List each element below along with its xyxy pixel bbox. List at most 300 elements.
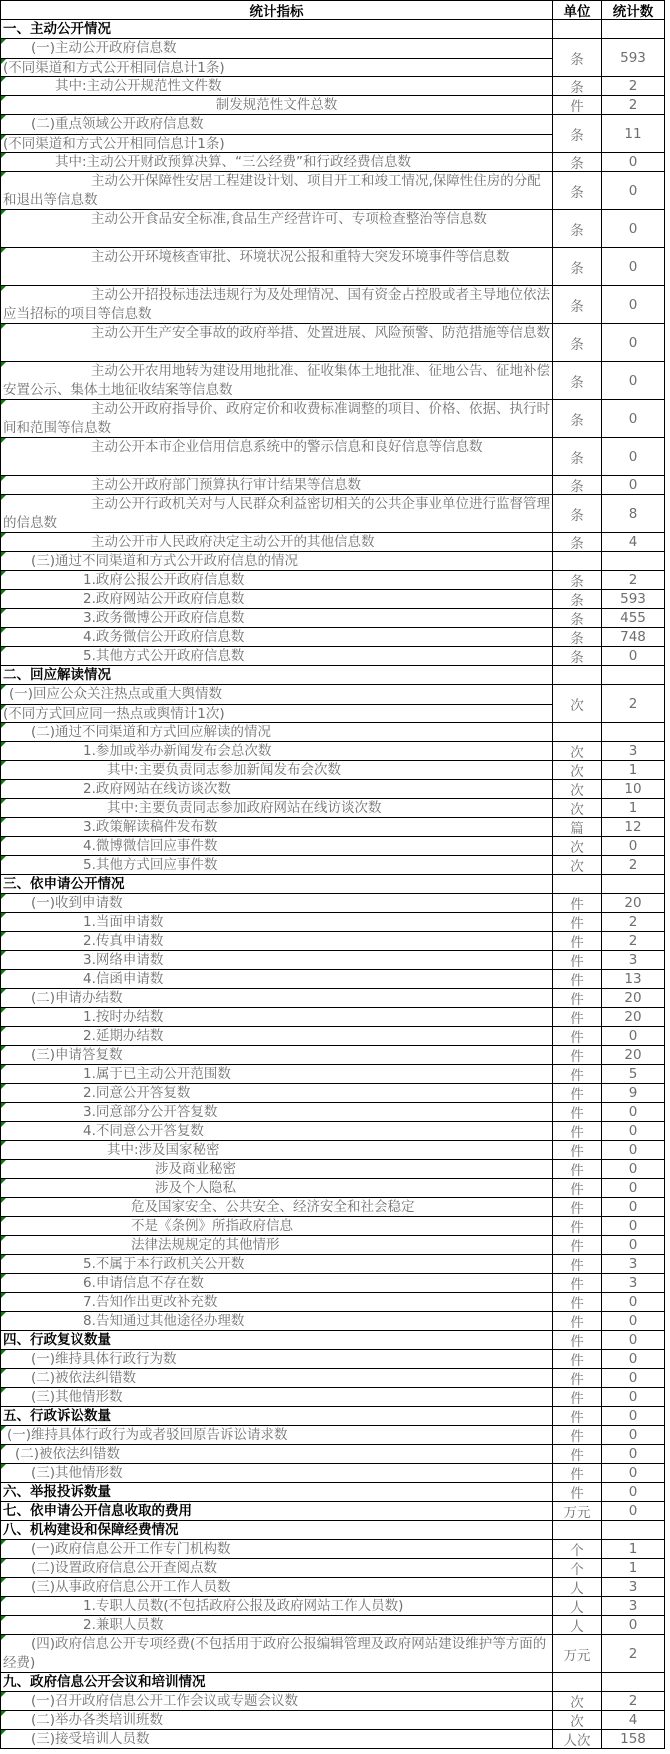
indicator-text: (一)政府信息公开工作专门机构数 bbox=[31, 1541, 231, 1557]
unit-cell: 条 bbox=[553, 39, 602, 77]
cell-flag-marker-icon bbox=[1, 1616, 6, 1621]
indicator-text: 二、回应解读情况 bbox=[3, 667, 111, 683]
unit-cell: 人 bbox=[553, 1597, 602, 1616]
unit-cell: 件 bbox=[553, 1236, 602, 1255]
table-row bbox=[1, 39, 665, 77]
value-cell: 0 bbox=[602, 1027, 665, 1046]
cell-flag-marker-icon bbox=[1, 609, 6, 614]
indicator-cell bbox=[1, 1502, 553, 1521]
unit-cell: 件 bbox=[553, 1426, 602, 1445]
value-cell: 0 bbox=[602, 1312, 665, 1331]
indicator-cell bbox=[1, 362, 553, 400]
value-cell: 2 bbox=[602, 1692, 665, 1711]
indicator-cell bbox=[1, 1559, 553, 1578]
unit-cell: 条 bbox=[553, 153, 602, 172]
cell-flag-marker-icon bbox=[1, 856, 6, 861]
table-row bbox=[1, 628, 665, 647]
indicator-cell bbox=[1, 172, 553, 210]
table-row bbox=[1, 609, 665, 628]
indicator-text: 九、政府信息公开会议和培训情况 bbox=[3, 1674, 206, 1690]
value-cell: 5 bbox=[602, 1065, 665, 1084]
cell-flag-marker-icon bbox=[1, 837, 6, 842]
indicator-text: (二)重点领域公开政府信息数 bbox=[31, 116, 204, 132]
indicator-text: (二)通过不同渠道和方式回应解读的情况 bbox=[31, 724, 272, 740]
value-cell: 3 bbox=[602, 742, 665, 761]
indicator-text: 主动公开生产安全事故的政府举措、处置进展、风险预警、防范措施等信息数 bbox=[91, 325, 550, 341]
indicator-cell bbox=[1, 1692, 553, 1711]
unit-cell: 件 bbox=[553, 1198, 602, 1217]
cell-flag-marker-icon bbox=[1, 1711, 6, 1716]
value-cell: 0 bbox=[602, 438, 665, 476]
value-cell: 0 bbox=[602, 248, 665, 286]
unit-cell: 条 bbox=[553, 647, 602, 666]
cell-flag-marker-icon bbox=[1, 818, 6, 823]
table-row bbox=[1, 533, 665, 552]
cell-flag-marker-icon bbox=[1, 761, 6, 766]
value-cell: 593 bbox=[602, 590, 665, 609]
unit-cell: 件 bbox=[553, 96, 602, 115]
unit-cell bbox=[553, 875, 602, 894]
cell-flag-marker-icon bbox=[1, 115, 6, 120]
table-row bbox=[1, 989, 665, 1008]
value-cell: 3 bbox=[602, 1274, 665, 1293]
indicator-cell bbox=[1, 989, 553, 1008]
unit-cell: 条 bbox=[553, 286, 602, 324]
table-row bbox=[1, 438, 665, 476]
unit-cell: 件 bbox=[553, 932, 602, 951]
table-row bbox=[1, 571, 665, 590]
indicator-cell bbox=[1, 1293, 553, 1312]
indicator-text: 2.政府网站公开政府信息数 bbox=[83, 591, 245, 607]
unit-cell: 人次 bbox=[553, 1730, 602, 1749]
cell-flag-marker-icon bbox=[1, 39, 6, 44]
indicator-cell bbox=[1, 628, 553, 647]
unit-cell: 个 bbox=[553, 1559, 602, 1578]
unit-cell: 条 bbox=[553, 172, 602, 210]
table-row bbox=[1, 818, 665, 837]
table-row bbox=[1, 1369, 665, 1388]
unit-cell bbox=[553, 723, 602, 742]
section-row bbox=[1, 1483, 665, 1502]
value-cell: 0 bbox=[602, 1236, 665, 1255]
indicator-cell bbox=[1, 951, 553, 970]
indicator-cell bbox=[1, 1445, 553, 1464]
indicator-text: 1.当面申请数 bbox=[83, 914, 164, 930]
cell-flag-marker-icon bbox=[1, 172, 6, 177]
indicator-text: 一、主动公开情况 bbox=[3, 21, 111, 37]
value-cell: 13 bbox=[602, 970, 665, 989]
value-cell: 0 bbox=[602, 1407, 665, 1426]
cell-flag-marker-icon bbox=[1, 1445, 6, 1450]
indicator-text: 2.传真申请数 bbox=[83, 933, 164, 949]
indicator-cell bbox=[1, 818, 553, 837]
table-row bbox=[1, 77, 665, 96]
indicator-text: 三、依申请公开情况 bbox=[3, 876, 125, 892]
unit-cell: 个 bbox=[553, 1540, 602, 1559]
indicator-cell bbox=[1, 1464, 553, 1483]
value-cell: 0 bbox=[602, 1160, 665, 1179]
value-cell: 0 bbox=[602, 400, 665, 438]
value-cell: 593 bbox=[602, 39, 665, 77]
indicator-cell bbox=[1, 837, 553, 856]
table-row bbox=[1, 1103, 665, 1122]
indicator-cell bbox=[1, 1160, 553, 1179]
indicator-cell bbox=[1, 1065, 553, 1084]
indicator-text: (三)通过不同渠道和方式公开政府信息的情况 bbox=[31, 553, 299, 569]
indicator-text: (二)举办各类培训班数 bbox=[31, 1712, 164, 1728]
value-cell: 0 bbox=[602, 1426, 665, 1445]
value-cell: 0 bbox=[602, 647, 665, 666]
cell-flag-marker-icon bbox=[1, 1635, 6, 1640]
table-row bbox=[1, 1730, 665, 1749]
table-row bbox=[1, 1350, 665, 1369]
value-cell: 0 bbox=[602, 153, 665, 172]
indicator-text: 八、机构建设和保障经费情况 bbox=[3, 1522, 179, 1538]
indicator-cell bbox=[1, 856, 553, 875]
cell-flag-marker-icon bbox=[1, 780, 6, 785]
indicator-text: 4.不同意公开答复数 bbox=[83, 1123, 204, 1139]
indicator-text: 4.信函申请数 bbox=[83, 971, 164, 987]
table-row bbox=[1, 248, 665, 286]
cell-flag-marker-icon bbox=[1, 135, 6, 140]
table-row bbox=[1, 1616, 665, 1635]
indicator-cell bbox=[1, 1540, 553, 1559]
cell-flag-marker-icon bbox=[1, 248, 6, 253]
indicator-text: 7.告知作出更改补充数 bbox=[83, 1294, 218, 1310]
indicator-text: 3.同意部分公开答复数 bbox=[83, 1104, 218, 1120]
indicator-line bbox=[1, 134, 552, 153]
value-cell: 0 bbox=[602, 324, 665, 362]
section-row bbox=[1, 20, 665, 39]
indicator-text: 4.政务微信公开政府信息数 bbox=[83, 629, 245, 645]
table-row bbox=[1, 647, 665, 666]
cell-flag-marker-icon bbox=[1, 913, 6, 918]
indicator-cell bbox=[1, 742, 553, 761]
cell-flag-marker-icon bbox=[1, 989, 6, 994]
cell-flag-marker-icon bbox=[1, 495, 6, 500]
table-row bbox=[1, 951, 665, 970]
table-row bbox=[1, 1711, 665, 1730]
value-cell bbox=[602, 723, 665, 742]
unit-cell: 条 bbox=[553, 533, 602, 552]
unit-cell: 件 bbox=[553, 1084, 602, 1103]
indicator-line bbox=[1, 58, 552, 77]
cell-flag-marker-icon bbox=[1, 1103, 6, 1108]
cell-flag-marker-icon bbox=[1, 1046, 6, 1051]
cell-flag-marker-icon bbox=[1, 1350, 6, 1355]
indicator-cell bbox=[1, 1426, 553, 1445]
indicator-cell bbox=[1, 685, 553, 723]
indicator-text: 1.专职人员数(不包括政府公报及政府网站工作人员数) bbox=[83, 1598, 404, 1614]
cell-flag-marker-icon bbox=[1, 1122, 6, 1127]
unit-cell: 件 bbox=[553, 951, 602, 970]
value-cell: 2 bbox=[602, 77, 665, 96]
table-row bbox=[1, 96, 665, 115]
unit-cell: 件 bbox=[553, 1274, 602, 1293]
unit-cell: 件 bbox=[553, 1407, 602, 1426]
indicator-text: (四)政府信息公开专项经费(不包括用于政府公报编辑管理及政府网站建设维护等方面的经费) bbox=[3, 1636, 547, 1671]
table-row bbox=[1, 1464, 665, 1483]
value-cell: 0 bbox=[602, 286, 665, 324]
value-cell: 0 bbox=[602, 1502, 665, 1521]
indicator-cell bbox=[1, 1046, 553, 1065]
table-row bbox=[1, 1217, 665, 1236]
cell-flag-marker-icon bbox=[1, 210, 6, 215]
indicator-text: 1.属于已主动公开范围数 bbox=[83, 1066, 231, 1082]
unit-cell: 件 bbox=[553, 1160, 602, 1179]
unit-cell: 条 bbox=[553, 210, 602, 248]
value-cell: 0 bbox=[602, 1331, 665, 1350]
cell-flag-marker-icon bbox=[1, 1559, 6, 1564]
value-cell: 20 bbox=[602, 1008, 665, 1027]
indicator-cell bbox=[1, 647, 553, 666]
unit-cell: 件 bbox=[553, 970, 602, 989]
indicator-text: 主动公开政府指导价、政府定价和收费标准调整的项目、价格、依据、执行时间和范围等信息数 bbox=[3, 401, 550, 436]
indicator-cell bbox=[1, 571, 553, 590]
unit-cell: 件 bbox=[553, 1027, 602, 1046]
unit-cell: 条 bbox=[553, 248, 602, 286]
table-row bbox=[1, 837, 665, 856]
table-row bbox=[1, 1274, 665, 1293]
table-row bbox=[1, 590, 665, 609]
value-cell: 2 bbox=[602, 856, 665, 875]
table-row bbox=[1, 1540, 665, 1559]
table-row bbox=[1, 1141, 665, 1160]
table-row bbox=[1, 1293, 665, 1312]
value-cell bbox=[602, 552, 665, 571]
indicator-text: 主动公开食品安全标准,食品生产经营许可、专项检查整治等信息数 bbox=[91, 211, 487, 227]
unit-cell: 件 bbox=[553, 913, 602, 932]
cell-flag-marker-icon bbox=[1, 1065, 6, 1070]
indicator-cell bbox=[1, 1711, 553, 1730]
table-row bbox=[1, 799, 665, 818]
table-row bbox=[1, 153, 665, 172]
unit-cell: 件 bbox=[553, 1065, 602, 1084]
value-cell: 0 bbox=[602, 837, 665, 856]
value-cell: 9 bbox=[602, 1084, 665, 1103]
unit-cell: 件 bbox=[553, 1331, 602, 1350]
value-cell: 0 bbox=[602, 1179, 665, 1198]
indicator-cell bbox=[1, 1369, 553, 1388]
unit-cell: 件 bbox=[553, 1293, 602, 1312]
cell-flag-marker-icon bbox=[1, 400, 6, 405]
value-cell: 0 bbox=[602, 1616, 665, 1635]
unit-cell bbox=[553, 552, 602, 571]
indicator-cell bbox=[1, 761, 553, 780]
cell-flag-marker-icon bbox=[1, 59, 6, 64]
value-cell: 2 bbox=[602, 932, 665, 951]
value-cell: 1 bbox=[602, 1540, 665, 1559]
table-row bbox=[1, 913, 665, 932]
indicator-cell bbox=[1, 1521, 553, 1540]
unit-cell: 条 bbox=[553, 495, 602, 533]
value-cell: 20 bbox=[602, 1046, 665, 1065]
cell-flag-marker-icon bbox=[1, 970, 6, 975]
value-cell: 3 bbox=[602, 1597, 665, 1616]
value-cell: 158 bbox=[602, 1730, 665, 1749]
value-cell: 4 bbox=[602, 533, 665, 552]
value-cell: 0 bbox=[602, 210, 665, 248]
indicator-text: (三)从事政府信息公开工作人员数 bbox=[31, 1579, 231, 1595]
cell-flag-marker-icon bbox=[1, 1388, 6, 1393]
indicator-text: (一)维持具体行政行为或者驳回原告诉讼请求数 bbox=[7, 1427, 288, 1443]
table-row bbox=[1, 761, 665, 780]
indicator-text: (不同方式回应同一热点或舆情计1次) bbox=[3, 706, 225, 722]
table-row bbox=[1, 1445, 665, 1464]
indicator-cell bbox=[1, 248, 553, 286]
unit-cell: 件 bbox=[553, 1350, 602, 1369]
indicator-text: 2.政府网站在线访谈次数 bbox=[83, 781, 231, 797]
indicator-cell bbox=[1, 1217, 553, 1236]
indicator-cell bbox=[1, 913, 553, 932]
indicator-text: 主动公开政府部门预算执行审计结果等信息数 bbox=[91, 477, 361, 493]
indicator-cell bbox=[1, 1274, 553, 1293]
indicator-cell bbox=[1, 970, 553, 989]
indicator-cell bbox=[1, 1122, 553, 1141]
value-cell: 12 bbox=[602, 818, 665, 837]
indicator-cell bbox=[1, 1635, 553, 1673]
indicator-cell bbox=[1, 400, 553, 438]
value-cell: 0 bbox=[602, 1141, 665, 1160]
cell-flag-marker-icon bbox=[1, 894, 6, 899]
cell-flag-marker-icon bbox=[1, 1160, 6, 1165]
value-cell: 3 bbox=[602, 1255, 665, 1274]
unit-cell bbox=[553, 20, 602, 39]
indicator-cell bbox=[1, 875, 553, 894]
value-cell: 0 bbox=[602, 1293, 665, 1312]
unit-cell: 次 bbox=[553, 761, 602, 780]
indicator-cell bbox=[1, 324, 553, 362]
value-cell bbox=[602, 875, 665, 894]
indicator-text: 6.申请信息不存在数 bbox=[83, 1275, 204, 1291]
value-cell: 1 bbox=[602, 1559, 665, 1578]
cell-flag-marker-icon bbox=[1, 1312, 6, 1317]
cell-flag-marker-icon bbox=[1, 1597, 6, 1602]
indicator-text: 主动公开行政机关对与人民群众利益密切相关的公共企事业单位进行监督管理的信息数 bbox=[3, 496, 550, 531]
table-row bbox=[1, 1198, 665, 1217]
indicator-text: 主动公开保障性安居工程建设计划、项目开工和竣工情况,保障性住房的分配和退出等信息数 bbox=[3, 173, 541, 208]
table-row bbox=[1, 1426, 665, 1445]
unit-cell: 件 bbox=[553, 1445, 602, 1464]
table-row bbox=[1, 476, 665, 495]
indicator-cell bbox=[1, 210, 553, 248]
indicator-text: (二)被依法纠错数 bbox=[15, 1446, 121, 1462]
cell-flag-marker-icon bbox=[1, 1255, 6, 1260]
value-cell: 10 bbox=[602, 780, 665, 799]
indicator-text: 危及国家安全、公共安全、经济安全和社会稳定 bbox=[131, 1199, 415, 1215]
indicator-text: (三)其他情形数 bbox=[31, 1389, 123, 1405]
value-cell bbox=[602, 20, 665, 39]
cell-flag-marker-icon bbox=[1, 1084, 6, 1089]
section-row bbox=[1, 1331, 665, 1350]
indicator-cell bbox=[1, 20, 553, 39]
unit-cell bbox=[553, 666, 602, 685]
indicator-cell bbox=[1, 476, 553, 495]
header-unit: 单位 bbox=[553, 1, 602, 20]
table-row bbox=[1, 1084, 665, 1103]
table-row bbox=[1, 400, 665, 438]
table-row bbox=[1, 1160, 665, 1179]
cell-flag-marker-icon bbox=[1, 1179, 6, 1184]
unit-cell: 次 bbox=[553, 780, 602, 799]
section-row bbox=[1, 1673, 665, 1692]
indicator-cell bbox=[1, 495, 553, 533]
value-cell: 4 bbox=[602, 1711, 665, 1730]
section-row bbox=[1, 1521, 665, 1540]
value-cell: 0 bbox=[602, 1122, 665, 1141]
value-cell: 0 bbox=[602, 476, 665, 495]
cell-flag-marker-icon bbox=[1, 723, 6, 728]
cell-flag-marker-icon bbox=[1, 685, 6, 690]
indicator-cell bbox=[1, 1388, 553, 1407]
unit-cell: 件 bbox=[553, 989, 602, 1008]
value-cell: 11 bbox=[602, 115, 665, 153]
indicator-cell bbox=[1, 96, 553, 115]
indicator-cell bbox=[1, 39, 553, 77]
unit-cell: 条 bbox=[553, 476, 602, 495]
indicator-cell bbox=[1, 590, 553, 609]
indicator-text: (一)收到申请数 bbox=[31, 895, 123, 911]
table-row bbox=[1, 495, 665, 533]
value-cell: 0 bbox=[602, 1464, 665, 1483]
unit-cell: 条 bbox=[553, 438, 602, 476]
cell-flag-marker-icon bbox=[1, 571, 6, 576]
value-cell: 0 bbox=[602, 1103, 665, 1122]
cell-flag-marker-icon bbox=[1, 799, 6, 804]
cell-flag-marker-icon bbox=[1, 1027, 6, 1032]
indicator-cell bbox=[1, 1027, 553, 1046]
table-row bbox=[1, 1065, 665, 1084]
table-row bbox=[1, 723, 665, 742]
indicator-text: 其中:主动公开规范性文件数 bbox=[55, 78, 222, 94]
table-header-row bbox=[1, 1, 665, 20]
table-row bbox=[1, 1008, 665, 1027]
value-cell: 0 bbox=[602, 1369, 665, 1388]
unit-cell: 件 bbox=[553, 894, 602, 913]
indicator-cell bbox=[1, 115, 553, 153]
table-row bbox=[1, 780, 665, 799]
cell-flag-marker-icon bbox=[1, 476, 6, 481]
value-cell: 455 bbox=[602, 609, 665, 628]
unit-cell: 件 bbox=[553, 1312, 602, 1331]
table-row bbox=[1, 1312, 665, 1331]
value-cell bbox=[602, 1673, 665, 1692]
unit-cell: 件 bbox=[553, 1369, 602, 1388]
cell-flag-marker-icon bbox=[1, 1008, 6, 1013]
indicator-line bbox=[1, 115, 552, 134]
indicator-text: 4.微博微信回应事件数 bbox=[83, 838, 218, 854]
unit-cell: 条 bbox=[553, 590, 602, 609]
indicator-text: 其中:涉及国家秘密 bbox=[107, 1142, 220, 1158]
indicator-line bbox=[1, 704, 552, 723]
indicator-cell bbox=[1, 1141, 553, 1160]
value-cell: 20 bbox=[602, 894, 665, 913]
indicator-line bbox=[1, 39, 552, 58]
cell-flag-marker-icon bbox=[1, 153, 6, 158]
indicator-text: (一)维持具体行政行为数 bbox=[31, 1351, 177, 1367]
indicator-cell bbox=[1, 1407, 553, 1426]
value-cell: 2 bbox=[602, 685, 665, 723]
table-row bbox=[1, 1597, 665, 1616]
cell-flag-marker-icon bbox=[1, 932, 6, 937]
table-row bbox=[1, 1179, 665, 1198]
indicator-cell bbox=[1, 799, 553, 818]
indicator-cell bbox=[1, 1008, 553, 1027]
indicator-cell bbox=[1, 932, 553, 951]
indicator-text: 六、举报投诉数量 bbox=[3, 1484, 111, 1500]
indicator-text: 七、依申请公开信息收取的费用 bbox=[3, 1503, 192, 1519]
indicator-text: 涉及商业秘密 bbox=[155, 1161, 236, 1177]
